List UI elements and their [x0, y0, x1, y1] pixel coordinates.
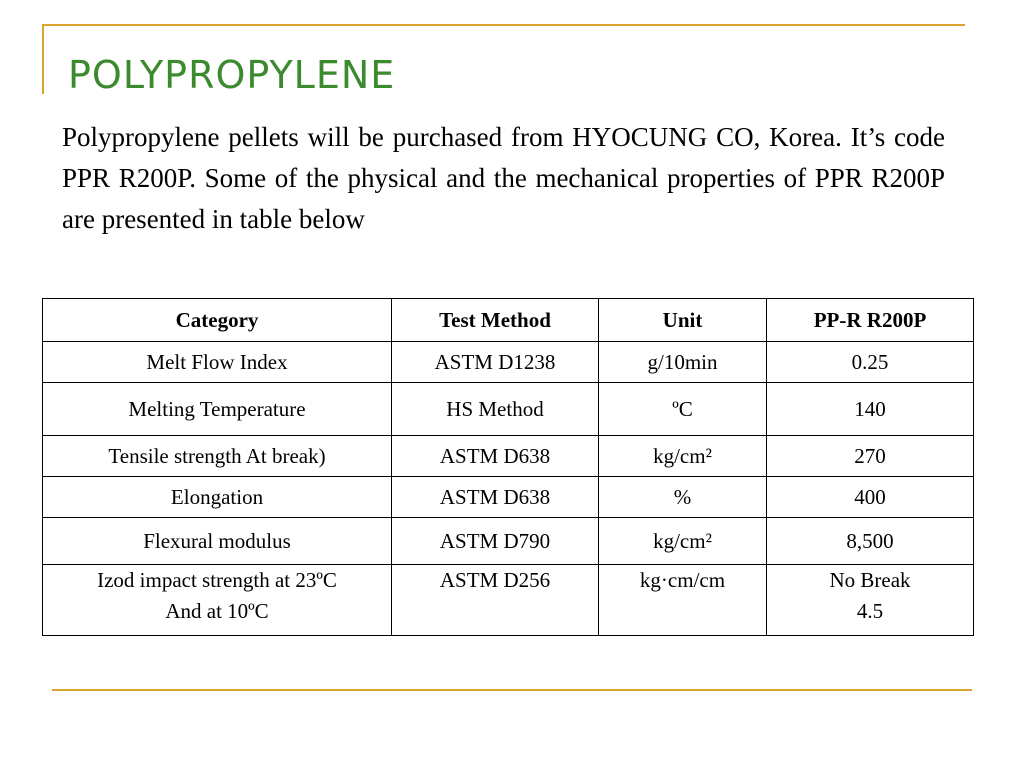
- cell-value: 140: [767, 383, 974, 436]
- cell-value-line: 4.5: [856, 599, 884, 623]
- intro-paragraph: Polypropylene pellets will be purchased from HYOCUNG CO, Korea. It’s code PPR R200P. Some of the physical and the mechanical properties of PPR R200P are presented in table below: [62, 122, 945, 234]
- cell-unit: ºC: [599, 383, 767, 436]
- cell-value: 0.25: [767, 342, 974, 383]
- cell-category: Melting Temperature: [43, 383, 392, 436]
- cell-category: Elongation: [43, 477, 392, 518]
- cell-category: [43, 565, 392, 636]
- slide-title: POLYPROPYLENE: [68, 53, 396, 97]
- top-accent-line: [43, 24, 965, 26]
- cell-value: [767, 565, 974, 636]
- cell-value: 8,500: [767, 518, 974, 565]
- cell-value: 270: [767, 436, 974, 477]
- table-row: [43, 383, 974, 436]
- cell-category: Flexural modulus: [43, 518, 392, 565]
- cell-value: 400: [767, 477, 974, 518]
- table-row: [43, 565, 974, 636]
- cell-unit: g/10min: [599, 342, 767, 383]
- cell-method: ASTM D256: [392, 565, 599, 636]
- bottom-accent-line: [52, 689, 972, 691]
- cell-method: ASTM D790: [392, 518, 599, 565]
- cell-unit: %: [599, 477, 767, 518]
- header-category: Category: [43, 299, 392, 342]
- cell-unit: kg·cm/cm: [599, 565, 767, 636]
- cell-category-line: Izod impact strength at 23ºC: [97, 568, 337, 592]
- cell-method: HS Method: [392, 383, 599, 436]
- properties-table: [42, 298, 974, 636]
- cell-method: ASTM D1238: [392, 342, 599, 383]
- table-header-row: [43, 299, 974, 342]
- header-unit: Unit: [599, 299, 767, 342]
- cell-unit: kg/cm²: [599, 436, 767, 477]
- header-product: PP-R R200P: [767, 299, 974, 342]
- left-accent-line: [42, 24, 44, 94]
- cell-unit: kg/cm²: [599, 518, 767, 565]
- cell-method: ASTM D638: [392, 477, 599, 518]
- table-row: [43, 436, 974, 477]
- table-row: [43, 477, 974, 518]
- cell-category: Melt Flow Index: [43, 342, 392, 383]
- table-row: [43, 342, 974, 383]
- cell-method: ASTM D638: [392, 436, 599, 477]
- header-test-method: Test Method: [392, 299, 599, 342]
- cell-category: Tensile strength At break): [43, 436, 392, 477]
- cell-value-line: No Break: [829, 568, 911, 592]
- table-row: [43, 518, 974, 565]
- cell-category-line: And at 10ºC: [165, 599, 269, 623]
